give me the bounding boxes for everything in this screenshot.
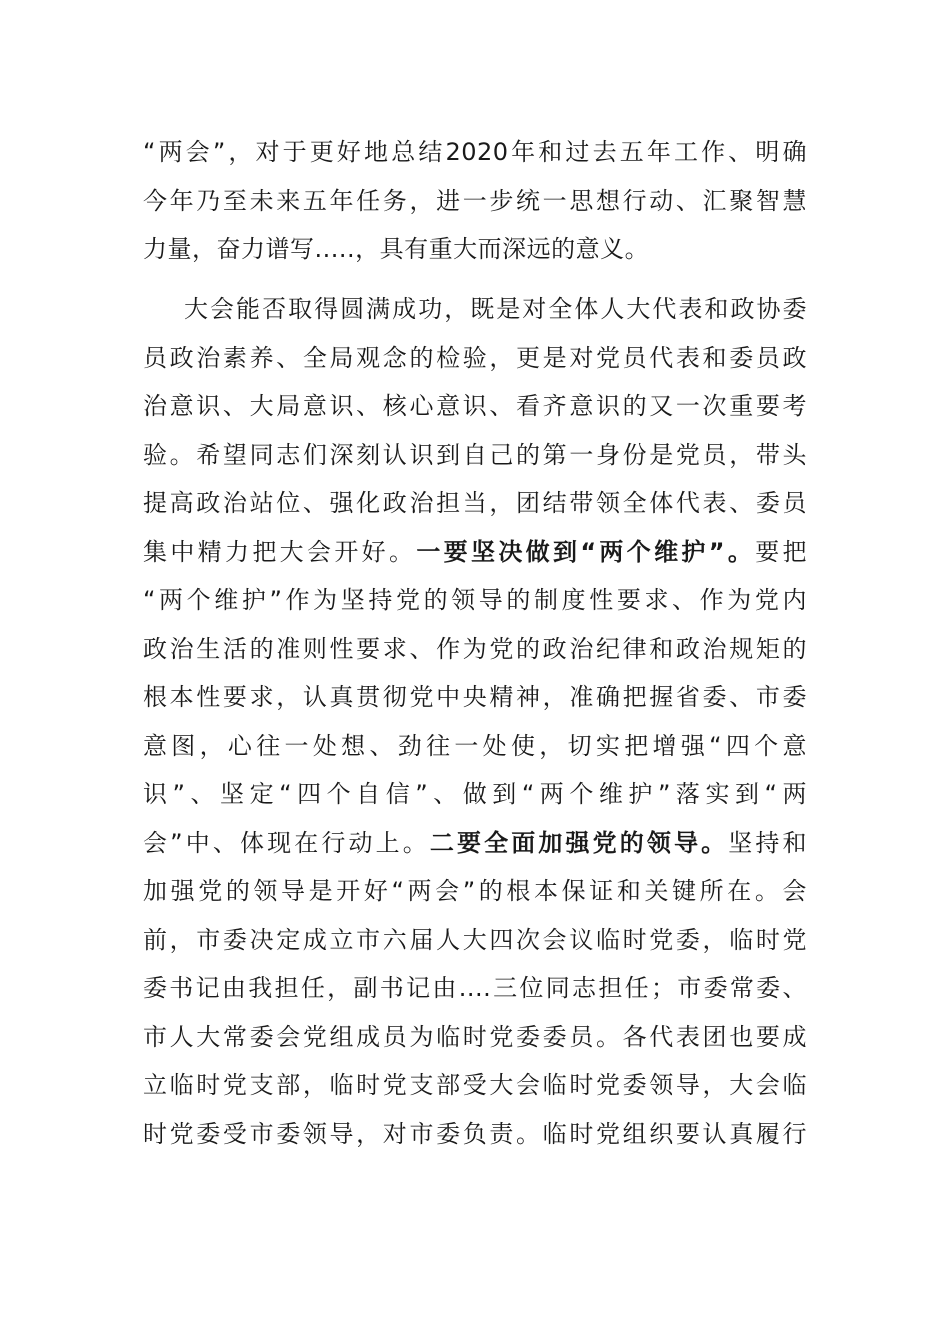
paragraph-2-line: 加强党的领导是开好“两会”的根本保证和关键所在。会 [143,877,807,905]
paragraph-2-line: “两个维护”作为坚持党的领导的制度性要求、作为党内 [143,586,807,614]
paragraph-2-line: 时党委受市委领导，对市委负责。临时党组织要认真履行 [143,1119,807,1148]
paragraph-2-line: 根本性要求，认真贯彻党中央精神，准确把握省委、市委 [143,683,807,711]
paragraph-2-line [143,819,807,868]
paragraph-2-line: 治意识、大局意识、核心意识、看齐意识的又一次重要考 [143,392,807,420]
paragraph-2-line: 政治生活的准则性要求、作为党的政治纪律和政治规矩的 [143,634,807,663]
paragraph-1-line: 力量，奋力谱写.....，具有重大而深远的意义。 [143,235,650,263]
paragraph-2-line: 员政治素养、全局观念的检验，更是对党员代表和委员政 [143,343,807,372]
bold-heading-2: 二要全面加强党的领导。 [429,828,729,857]
paragraph-2-line: 立临时党支部，临时党支部受大会临时党委领导，大会临 [143,1071,807,1099]
line-text: 要把 [755,537,808,566]
bold-heading-1: 一要坚决做到“两个维护”。 [416,537,756,566]
paragraph-1-line: 今年乃至未来五年任务，进一步统一思想行动、汇聚智慧 [143,186,807,215]
paragraph-2-line: 识”、坚定“四个自信”、做到“两个维护”落实到“两 [143,780,807,808]
paragraph-2 [143,285,807,1158]
paragraph-2-line: 验。希望同志们深刻认识到自己的第一身份是党员，带头 [143,440,807,469]
paragraph-2-line: 委书记由我担任，副书记由....三位同志担任；市委常委、 [143,974,807,1002]
paragraph-1 [143,128,807,274]
paragraph-2-line: 大会能否取得圆满成功，既是对全体人大代表和政协委 [184,295,807,323]
line-text: 会”中、体现在行动上。 [143,828,430,857]
line-text: 坚持和 [728,828,808,857]
paragraph-2-line: 意图，心往一处想、劲往一处使，切实把增强“四个意 [143,731,807,760]
paragraph-2-line [143,528,807,577]
line-text: 集中精力把大会开好。 [143,537,417,566]
paragraph-2-line: 市人大常委会党组成员为临时党委委员。各代表团也要成 [143,1022,807,1051]
paragraph-2-line: 前，市委决定成立市六届人大四次会议临时党委，临时党 [143,925,807,954]
paragraph-2-line: 提高政治站位、强化政治担当，团结带领全体代表、委员 [143,489,807,517]
paragraph-1-line: “两会”，对于更好地总结2020年和过去五年工作、明确 [143,138,807,166]
